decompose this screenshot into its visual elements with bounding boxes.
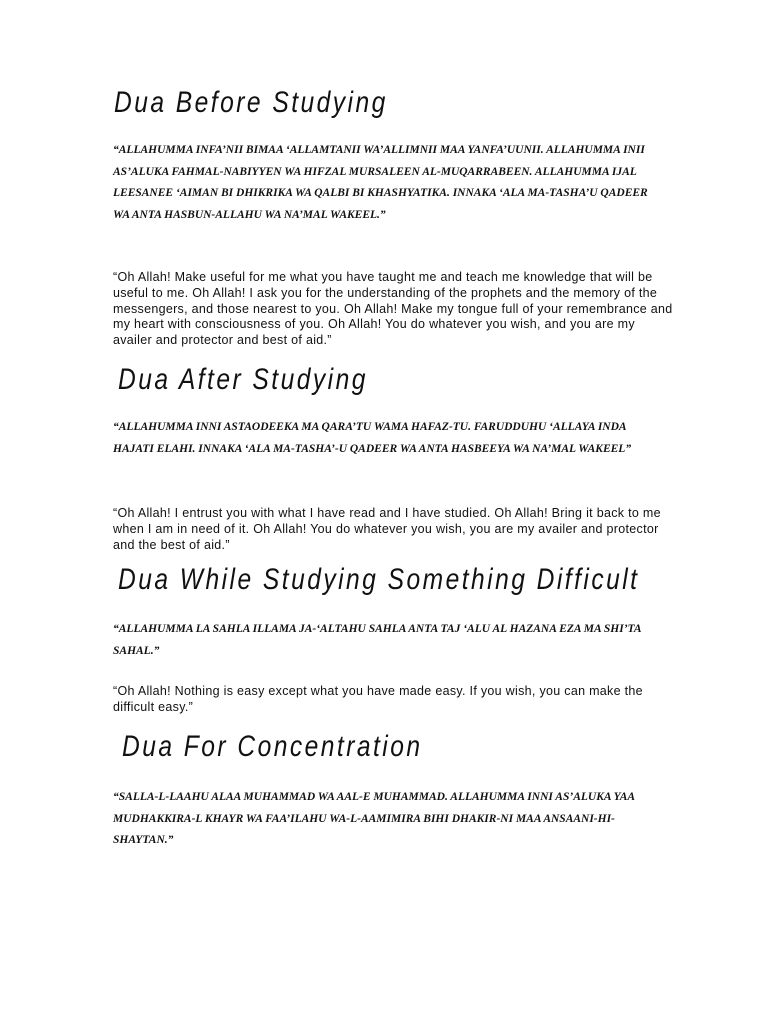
translation-text: “Oh Allah! Nothing is easy except what you have made easy. If you wish, you can make the difficult easy.”: [113, 684, 643, 714]
section-heading: Dua While Studying Something Difficult: [118, 563, 640, 596]
transliteration-text: “ALLAHUMMA INFA’NII BIMAA ‘ALLAMTANII WA’ALLIMNII MAA YANFA’UUNII. ALLAHUMMA INII AS’ALUKA FAHMAL-NABIYYEN WA HIFZAL MURSALEEN AL-MUQARRABEEN. ALLAHUMMA IJAL LEESANEE ‘AIMAN BI DHIKRIKA WA QALBI BI KHASHYATIKA. INNAKA ‘ALA MA-TASHA’U QADEER WA ANTA HASBUN-ALLAHU WA NA’MAL WAKEEL.”: [113, 144, 648, 221]
transliteration-text: “SALLA-L-LAAHU ALAA MUHAMMAD WA AAL-E MUHAMMAD. ALLAHUMMA INNI AS’ALUKA YAA MUDHAKKIRA-L KHAYR WA FAA’ILAHU WA-L-AAMIMIRA BIHI DHAKIR-NI MAA ANSAANI-HI-SHAYTAN.”: [113, 791, 635, 846]
section-heading: Dua Before Studying: [114, 86, 388, 119]
transliteration-text: “ALLAHUMMA INNI ASTAODEEKA MA QARA’TU WAMA HAFAZ-TU. FARUDDUHU ‘ALLAYA INDA HAJATI ELAHI. INNAKA ‘ALA MA-TASHA’-U QADEER WA ANTA HASBEEYA WA NA’MAL WAKEEL”: [113, 421, 632, 455]
translation-text: “Oh Allah! I entrust you with what I have read and I have studied. Oh Allah! Bring it back to me when I am in need of it. Oh Allah! You do whatever you wish, you are my availer and protector and the best of aid.”: [113, 506, 661, 552]
section-heading: Dua For Concentration: [122, 730, 423, 763]
transliteration-text: “ALLAHUMMA LA SAHLA ILLAMA JA-‘ALTAHU SAHLA ANTA TAJ ‘ALU AL HAZANA EZA MA SHI’TA SAHAL.”: [113, 623, 641, 657]
section-heading: Dua After Studying: [118, 363, 368, 396]
translation-text: “Oh Allah! Make useful for me what you have taught me and teach me knowledge that will be useful to me. Oh Allah! I ask you for the understanding of the prophets and the memory of the messengers, and those nearest to you. Oh Allah! Make my tongue full of your remembrance and my heart with consciousness of you. Oh Allah! You do whatever you wish, and you are my availer and protector and best of aid.”: [113, 270, 673, 348]
